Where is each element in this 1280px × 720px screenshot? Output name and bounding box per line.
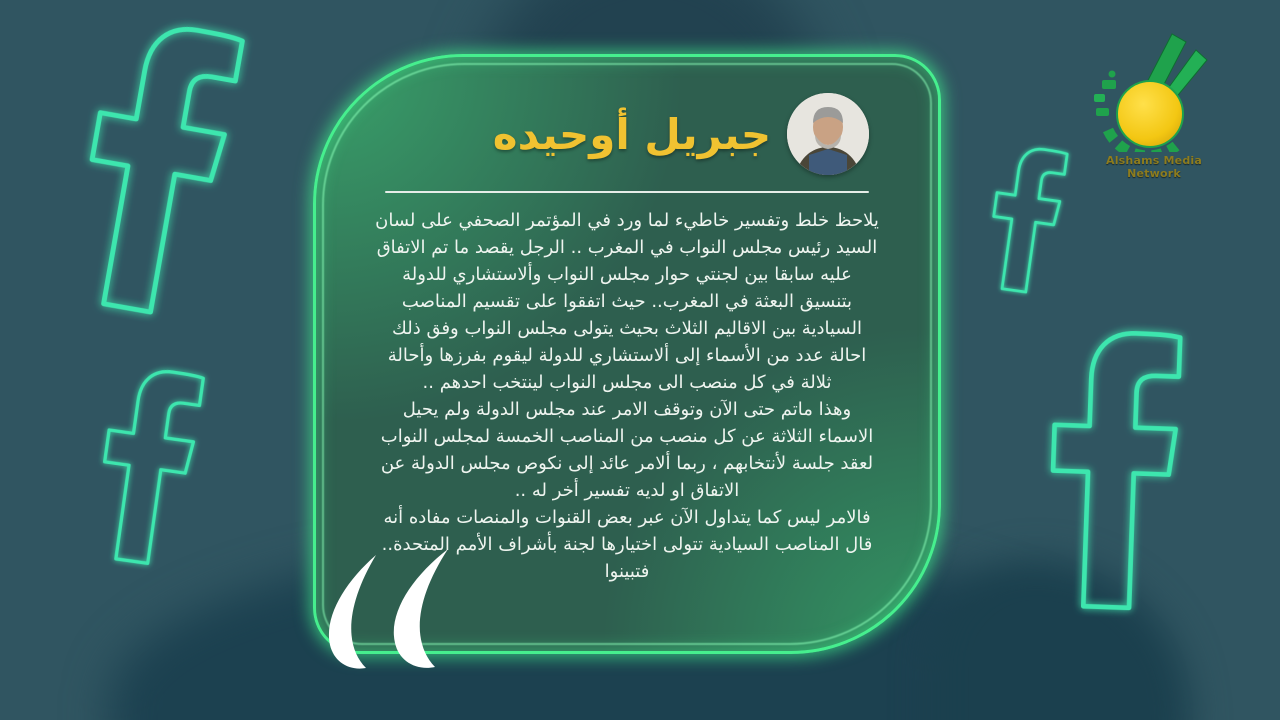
alshams-logo <box>1078 30 1230 180</box>
statement-line: يلاحظ خلط وتفسير خاطيء لما ورد في المؤتمر الصحفي على لسان <box>375 210 879 231</box>
author-name: جبريل أوحيده <box>492 109 772 159</box>
title-divider <box>385 191 869 193</box>
statement-line: وهذا ماتم حتى الآن وتوقف الامر عند مجلس الدولة ولم يحيل <box>402 399 852 420</box>
statement-line: الاتفاق او لديه تفسير أخر له .. <box>514 480 740 501</box>
card-header <box>370 57 992 175</box>
statement-line: فالامر ليس كما يتداول الآن عبر بعض القنوات والمنصات مفاده أنه <box>383 507 871 528</box>
quote-card <box>313 54 941 654</box>
statement-line: فتبينوا <box>604 561 650 582</box>
background-person-shoulder-right <box>930 560 1190 720</box>
statement-line: ثلالة في كل منصب الى مجلس النواب لينتخب احدهم .. <box>422 372 832 393</box>
statement-line: السيد رئيس مجلس النواب في المغرب .. الرجل يقصد ما تم الاتفاق <box>376 237 878 258</box>
statement-line: عليه سابقا بين لجنتي حوار مجلس النواب وألاستشاري للدولة <box>402 264 852 285</box>
statement-text <box>316 207 938 585</box>
facebook-f-icon <box>60 353 236 580</box>
statement-line: الاسماء الثلاثة عن كل منصب من المناصب الخمسة لمجلس النواب <box>380 426 874 447</box>
statement-line: قال المناصب السيادية تتولى اختيارها لجنة بأشراف الأمم المتحدة.. <box>381 534 873 555</box>
statement-line: بتنسيق البعثة في المغرب.. حيث اتفقوا على تقسيم المناصب <box>401 291 853 312</box>
avatar <box>787 93 869 175</box>
statement-line: احالة عدد من الأسماء إلى ألاستشاري للدولة ليقوم بفرزها وأحالة <box>387 345 867 366</box>
quote-icon <box>320 549 470 675</box>
facebook-f-icon <box>33 0 280 337</box>
portrait-photo <box>787 93 869 175</box>
statement-line: لعقد جلسة لأنتخابهم ، ربما ألامر عائد إلى نكوص مجلس الدولة عن <box>380 453 874 474</box>
alshams-sun-icon <box>1078 30 1230 152</box>
logo-caption: Alshams Media Network <box>1106 154 1202 180</box>
statement-line: السيادية بين الاقاليم الثلاث بحيث يتولى مجلس النواب وفق ذلك <box>392 318 862 339</box>
